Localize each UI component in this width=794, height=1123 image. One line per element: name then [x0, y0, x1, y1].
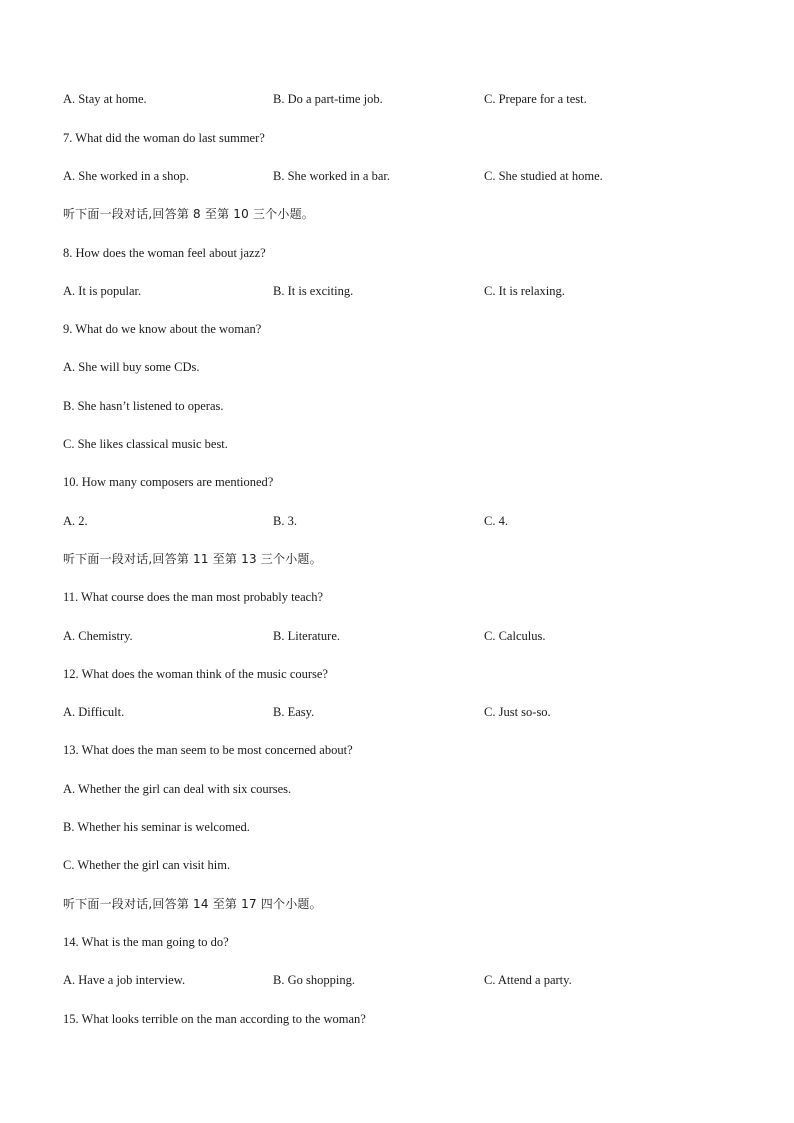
option-c: C. Attend a party. [484, 973, 572, 987]
option-b: B. She worked in a bar. [273, 169, 390, 183]
section-heading-14-17: 听下面一段对话,回答第 14 至第 17 四个小题。 [63, 897, 322, 911]
option-a: A. It is popular. [63, 284, 142, 298]
option-c: C. It is relaxing. [484, 284, 565, 298]
question-9-option-b: B. She hasn’t listened to operas. [63, 399, 224, 413]
question-13: 13. What does the man seem to be most concerned about? [63, 743, 353, 757]
question-14: 14. What is the man going to do? [63, 935, 229, 949]
question-7: 7. What did the woman do last summer? [63, 131, 265, 145]
option-b: B. 3. [273, 514, 297, 528]
question-8: 8. How does the woman feel about jazz? [63, 246, 266, 260]
option-a: A. She worked in a shop. [63, 169, 190, 183]
question-11: 11. What course does the man most probably teach? [63, 590, 323, 604]
option-c: C. 4. [484, 514, 508, 528]
section-heading-11-13: 听下面一段对话,回答第 11 至第 13 三个小题。 [63, 552, 322, 566]
option-a: A. Have a job interview. [63, 973, 186, 987]
option-b: B. Do a part-time job. [273, 92, 383, 106]
section-heading-8-10: 听下面一段对话,回答第 8 至第 10 三个小题。 [63, 207, 314, 221]
question-9: 9. What do we know about the woman? [63, 322, 262, 336]
question-15: 15. What looks terrible on the man according to the woman? [63, 1012, 366, 1026]
question-9-option-c: C. She likes classical music best. [63, 437, 228, 451]
option-a: A. Stay at home. [63, 92, 147, 106]
option-c: C. Just so-so. [484, 705, 551, 719]
question-10: 10. How many composers are mentioned? [63, 475, 274, 489]
option-a: A. Difficult. [63, 705, 125, 719]
option-a: A. 2. [63, 514, 88, 528]
option-c: C. Prepare for a test. [484, 92, 587, 106]
question-13-option-b: B. Whether his seminar is welcomed. [63, 820, 250, 834]
option-c: C. She studied at home. [484, 169, 603, 183]
option-c: C. Calculus. [484, 629, 546, 643]
question-13-option-a: A. Whether the girl can deal with six courses. [63, 782, 292, 796]
option-b: B. Go shopping. [273, 973, 355, 987]
option-b: B. Literature. [273, 629, 340, 643]
option-b: B. It is exciting. [273, 284, 354, 298]
question-13-option-c: C. Whether the girl can visit him. [63, 858, 231, 872]
question-9-option-a: A. She will buy some CDs. [63, 360, 200, 374]
question-12: 12. What does the woman think of the music course? [63, 667, 328, 681]
option-b: B. Easy. [273, 705, 315, 719]
option-a: A. Chemistry. [63, 629, 133, 643]
